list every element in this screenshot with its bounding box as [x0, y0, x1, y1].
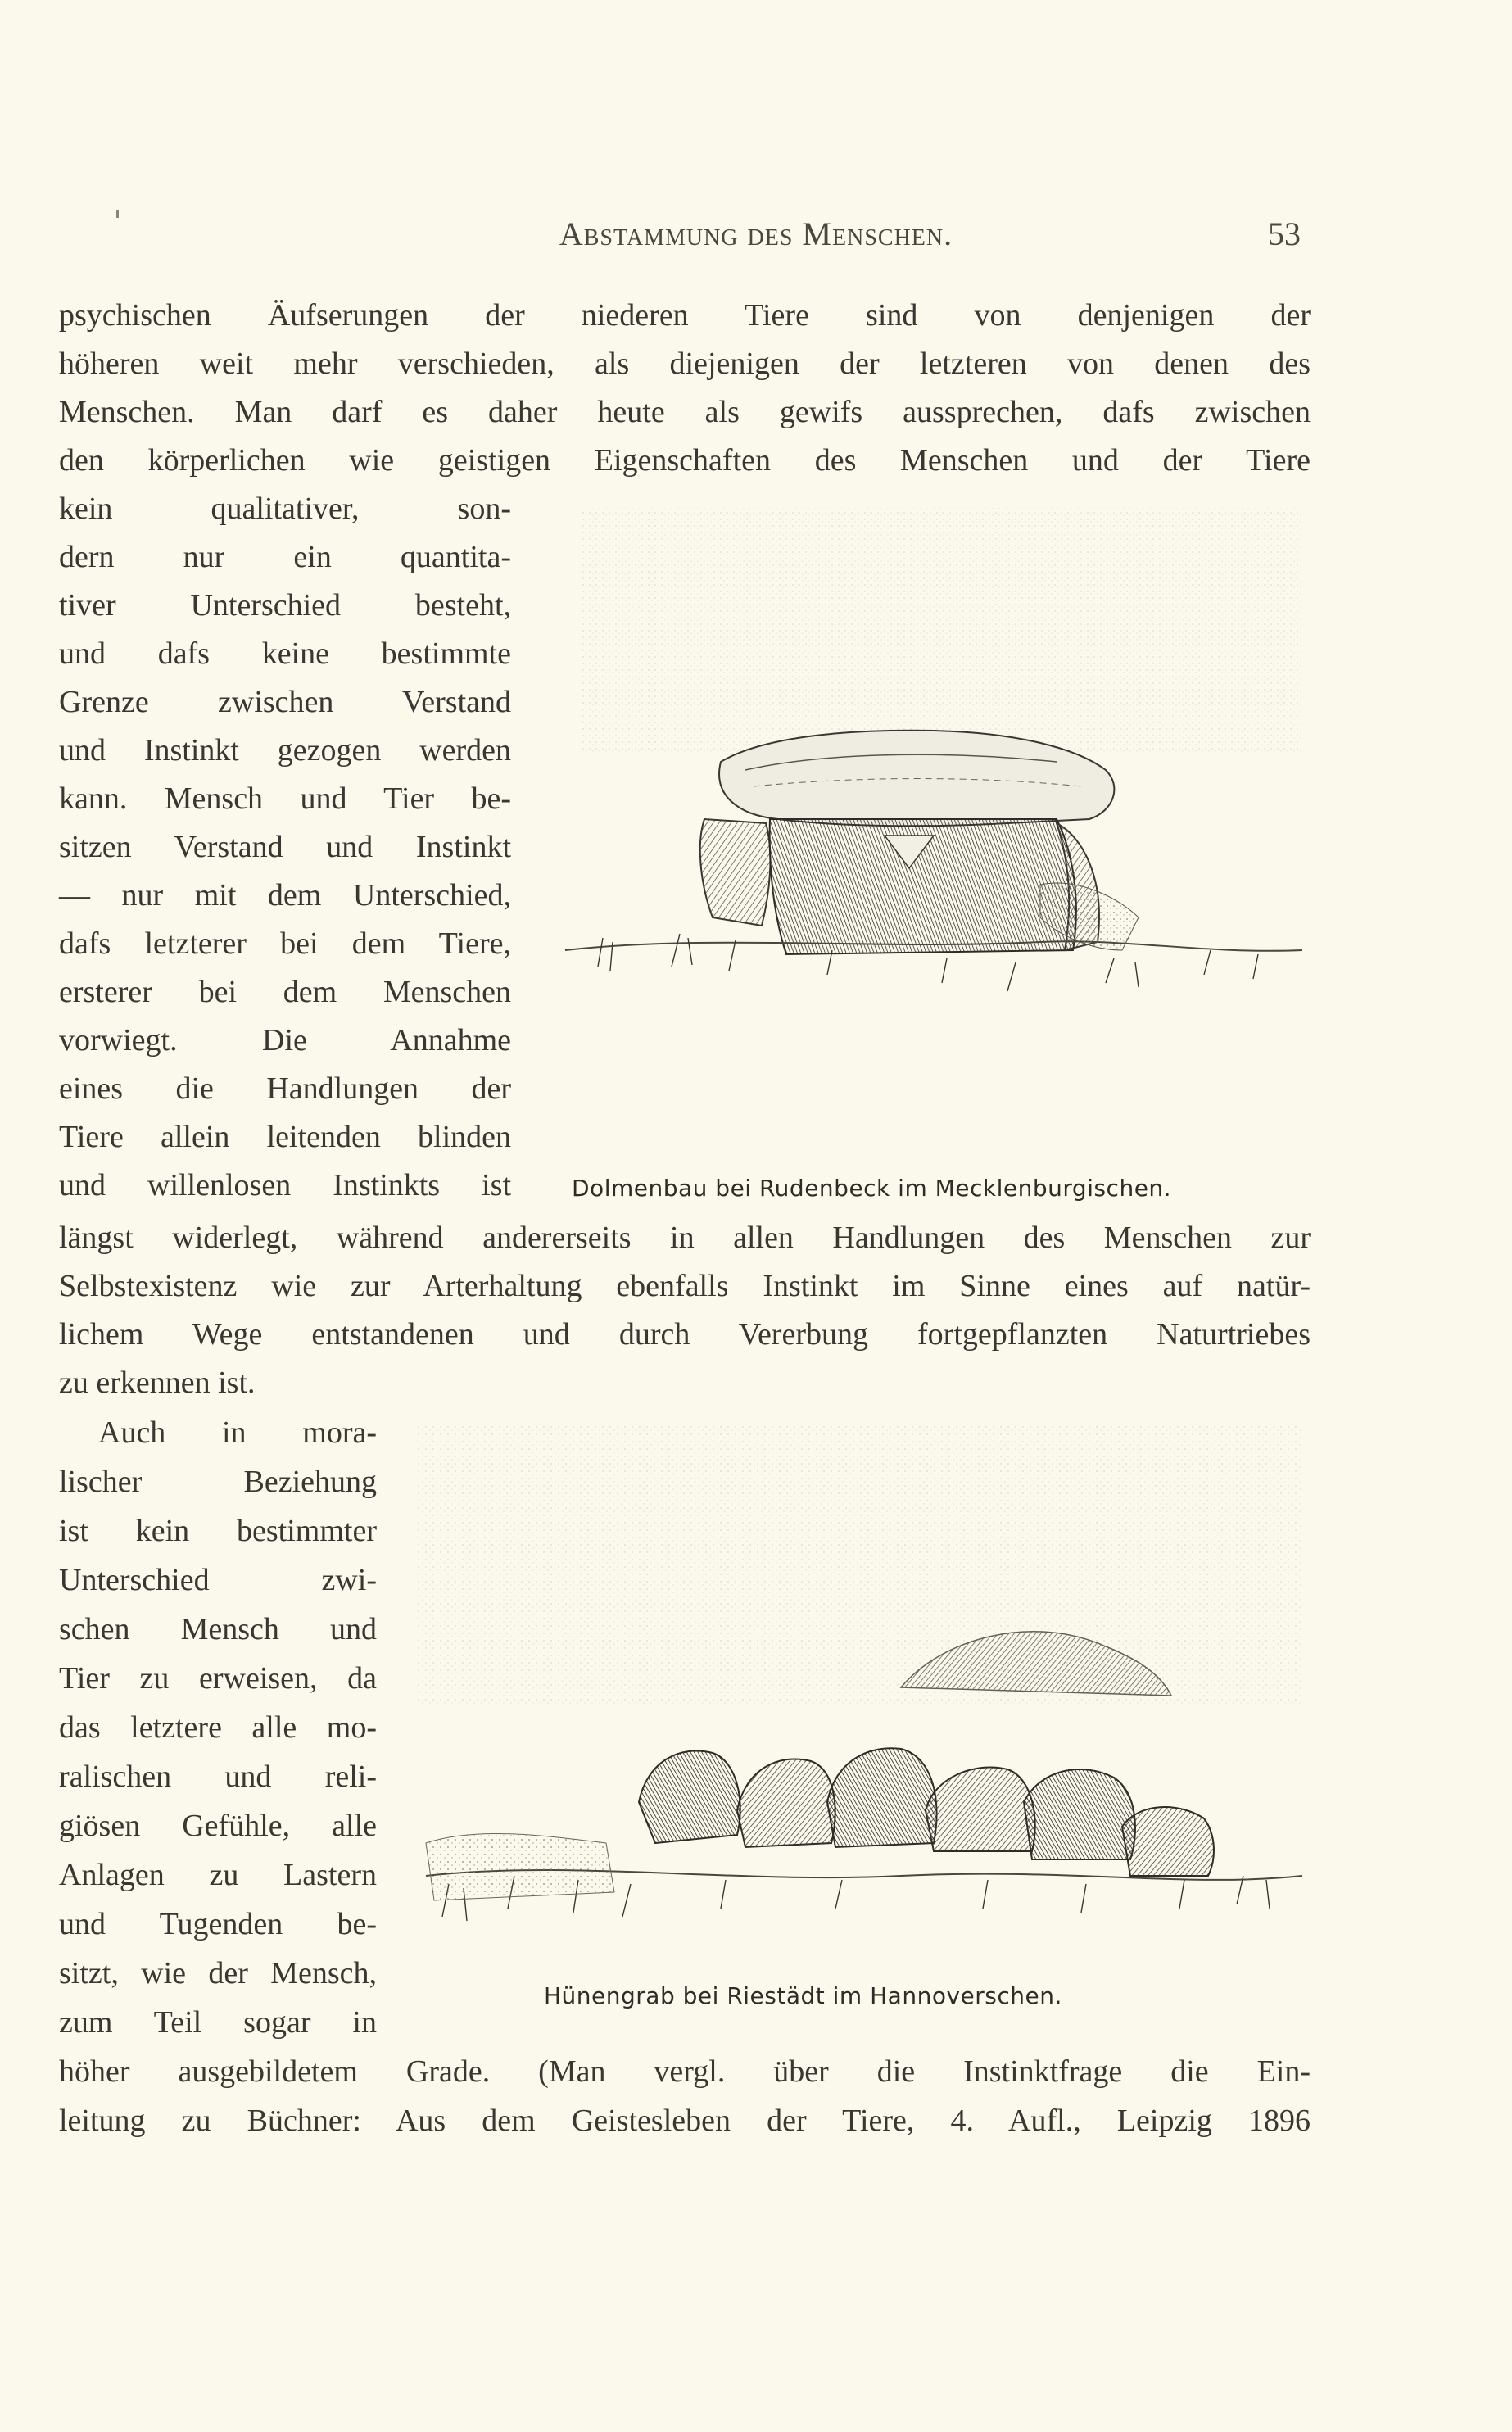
text-line: sitzt, wie der Mensch, — [59, 1956, 377, 1990]
text-line: und Tugenden be- — [59, 1907, 377, 1941]
text-line: Tier zu erweisen, da — [59, 1661, 377, 1696]
text-line: Anlagen zu Lastern — [59, 1858, 377, 1892]
text-line: höheren weit mehr verschieden, als diejenigen der letzteren von denen des — [59, 346, 1311, 381]
figure-caption: Hünengrab bei Riestädt im Hannoverschen. — [544, 1982, 1062, 2009]
text-line: kann. Mensch und Tier be- — [59, 781, 511, 816]
text-line: Auch in mora- — [98, 1415, 377, 1450]
dolmen-illustration — [549, 491, 1319, 1147]
text-line: schen Mensch und — [59, 1612, 377, 1646]
text-line: längst widerlegt, während andererseits in allen Handlungen des Menschen zur — [59, 1221, 1311, 1255]
text-line: und dafs keine bestimmte — [59, 636, 511, 671]
text-line: ralischen und reli- — [59, 1759, 377, 1794]
text-line: höher ausgebildetem Grade. (Man vergl. über die Instinktfrage die Ein- — [59, 2054, 1311, 2089]
figure-dolmen — [549, 491, 1319, 1147]
text-line: zum Teil sogar in — [59, 2005, 377, 2040]
text-line: Grenze zwischen Verstand — [59, 685, 511, 719]
text-line: leitung zu Büchner: Aus dem Geistesleben der Tiere, 4. Aufl., Leipzig 1896 — [59, 2104, 1311, 2138]
text-line: lischer Beziehung — [59, 1465, 377, 1499]
text-line: tiver Unterschied besteht, — [59, 588, 511, 623]
running-title-text: Abstammung des Menschen. — [559, 215, 953, 252]
text-line: ist kein bestimmter — [59, 1514, 377, 1548]
text-line: sitzen Verstand und Instinkt — [59, 830, 511, 864]
text-line: giösen Gefühle, alle — [59, 1809, 377, 1843]
text-line: kein qualitativer, son- — [59, 491, 511, 526]
text-line: dafs letzterer bei dem Tiere, — [59, 926, 511, 961]
text-line: und willenlosen Instinkts ist — [59, 1168, 511, 1202]
text-line: den körperlichen wie geistigen Eigenschaften des Menschen und der Tiere — [59, 443, 1311, 478]
text-line: das letztere alle mo- — [59, 1710, 377, 1745]
text-line: zu erkennen ist. — [59, 1365, 256, 1400]
text-line: dern nur ein quantita- — [59, 540, 511, 574]
text-line: Selbstexistenz wie zur Arterhaltung ebenfalls Instinkt im Sinne eines auf natür- — [59, 1269, 1311, 1303]
text-line: psychischen Äufserungen der niederen Tiere sind von denjenigen der — [59, 298, 1311, 333]
text-line: Unterschied zwi- — [59, 1563, 377, 1597]
text-line: eines die Handlungen der — [59, 1071, 511, 1106]
text-line: ersterer bei dem Menschen — [59, 975, 511, 1009]
text-line: Tiere allein leitenden blinden — [59, 1120, 511, 1154]
page-number: 53 — [1268, 215, 1301, 252]
text-line: lichem Wege entstandenen und durch Vererbung fortgepflanzten Naturtriebes — [59, 1317, 1311, 1352]
text-line: vorwiegt. Die Annahme — [59, 1023, 511, 1057]
text-line: — nur mit dem Unterschied, — [59, 878, 511, 913]
text-line: Menschen. Man darf es daher heute als gewifs aussprechen, dafs zwischen — [59, 395, 1311, 429]
huenengrab-illustration — [410, 1417, 1319, 1990]
figure-huenengrab — [410, 1417, 1319, 1990]
figure-caption: Dolmenbau bei Rudenbeck im Mecklenburgischen. — [572, 1175, 1172, 1202]
text-line: und Instinkt gezogen werden — [59, 733, 511, 768]
